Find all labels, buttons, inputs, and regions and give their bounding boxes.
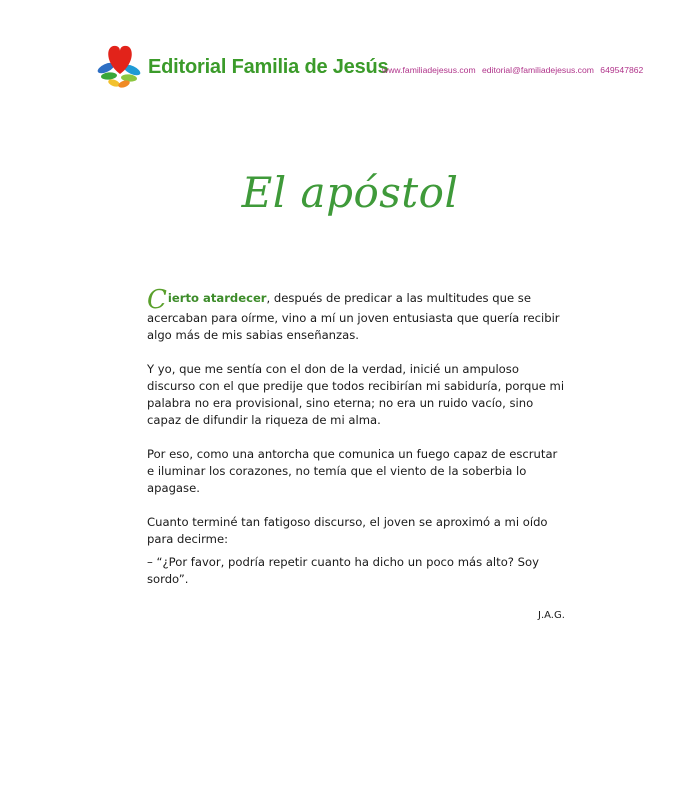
contact-info	[382, 65, 647, 75]
brand-name: Editorial Familia de Jesús	[148, 56, 389, 78]
paragraph-3: Por eso, como una antorcha que comunica un fuego capaz de escrutar e iluminar los corazones, no temía que el viento de la soberbia lo apagase.	[147, 447, 558, 495]
drop-cap: C	[147, 285, 167, 315]
page-title: El apóstol	[241, 168, 459, 217]
phone-number: 649547862	[600, 65, 644, 75]
heart-hands-logo	[92, 34, 148, 90]
page-header	[92, 34, 652, 94]
website-link[interactable]: www.familiadejesus.com	[382, 65, 476, 75]
paragraph-text: , después de predicar a las multitudes que se acercaban para oírme, vino a mí un joven entusiasta que quería recibir algo más de mis sabias enseñanzas.	[147, 291, 560, 342]
story-body	[147, 285, 567, 605]
email-link[interactable]: editorial@familiadejesus.com	[482, 65, 594, 75]
paragraph-2: Y yo, que me sentía con el don de la verdad, inicié un ampuloso discurso con el que predije que todos recibirían mi sabiduría, porque mi palabra no era provisional, sino eterna; no era un ruido vacío, sino capaz de difundir la riqueza de mi alma.	[147, 362, 565, 427]
lead-phrase: ierto atardecer	[167, 291, 267, 305]
paragraph-5: – “¿Por favor, podría repetir cuanto ha dicho un poco más alto? Soy sordo”.	[147, 555, 539, 586]
author-signature: J.A.G.	[538, 610, 565, 621]
paragraph-4: Cuanto terminé tan fatigoso discurso, el joven se aproximó a mi oído para decirme:	[147, 515, 548, 546]
paragraph-1	[147, 285, 567, 344]
